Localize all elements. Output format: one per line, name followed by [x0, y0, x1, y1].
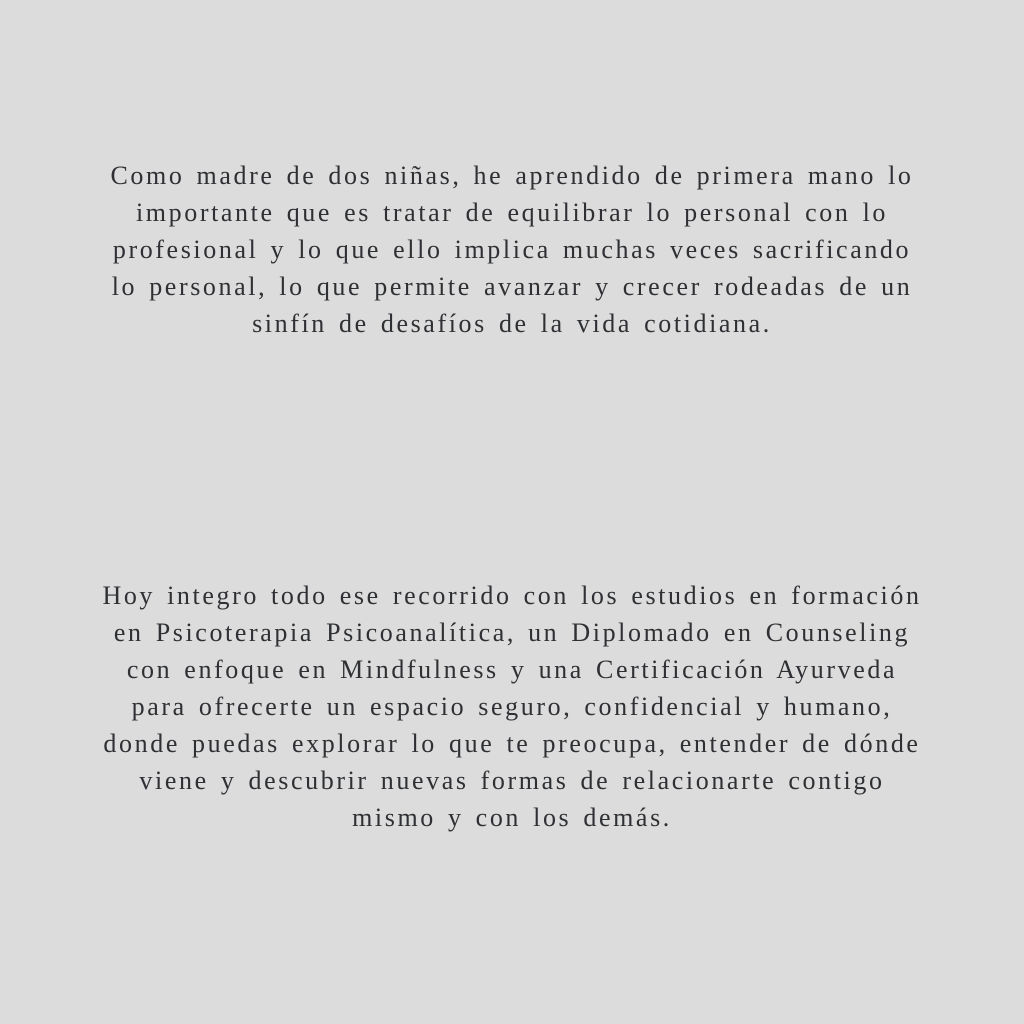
paragraph-personal-story: Como madre de dos niñas, he aprendido de primera mano lo importante que es tratar de equilibrar lo personal con lo profesional y lo que ello implica muchas veces sacrificando lo personal, lo que permite avanzar y crecer rodeadas de un sinfín de desafíos de la vida cotidiana.	[110, 161, 914, 338]
paragraph-professional-background: Hoy integro todo ese recorrido con los estudios en formación en Psicoterapia Psicoanalítica, un Diplomado en Counseling con enfoque en Mindfulness y una Certificación Ayurveda para ofrecerte un espacio seguro, confidencial y humano, donde puedas explorar lo que te preocupa, entender de dónde viene y descubrir nuevas formas de relacionarte contigo mismo y con los demás.	[102, 581, 922, 832]
